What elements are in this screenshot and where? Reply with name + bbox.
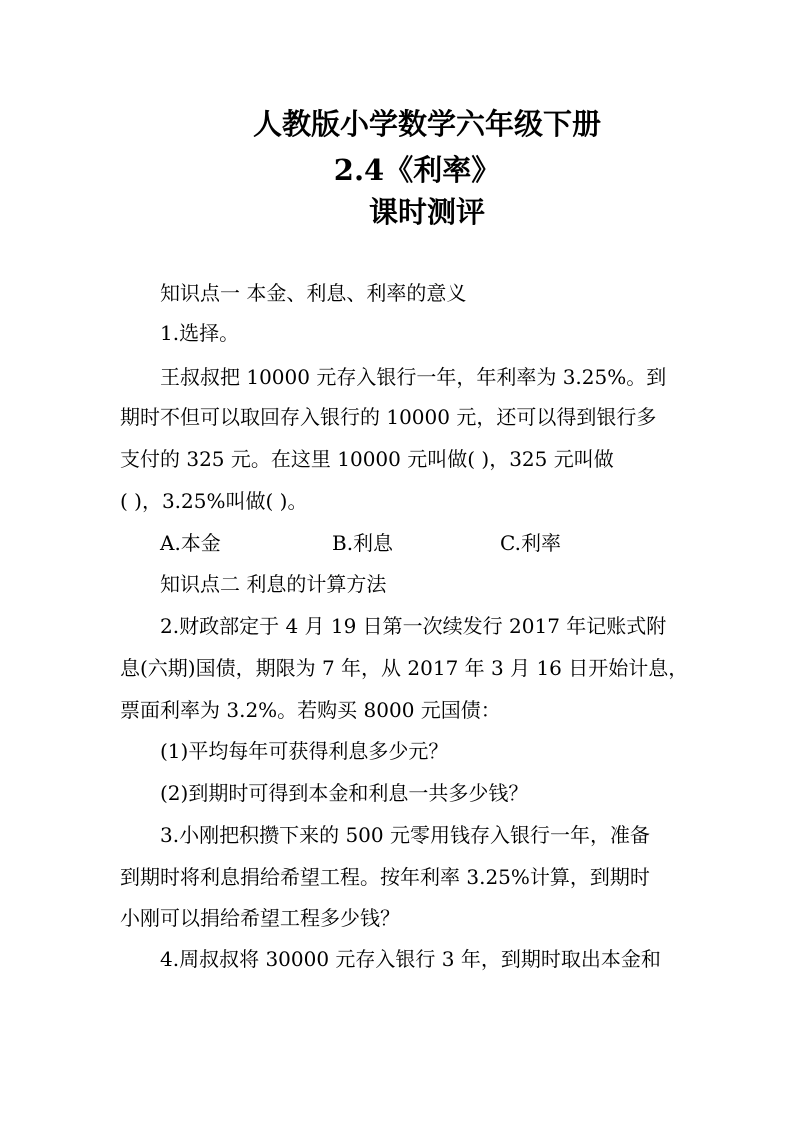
question1-text-line: 支付的 325 元。在这里 10000 元叫做( )，325 元叫做 [120, 447, 614, 471]
question1-text-line: ( )，3.25%叫做( )。 [120, 489, 308, 513]
question3-text-line: 到期时将利息捐给希望工程。按年利率 3.25%计算，到期时 [120, 865, 650, 889]
question2-text-line: 票面利率为 3.2%。若购买 8000 元国债： [120, 698, 501, 722]
question3-text-line: 小刚可以捐给希望工程多少钱？ [120, 906, 400, 930]
question2-sub-item: (2)到期时可得到本金和利息一共多少钱？ [160, 781, 529, 805]
question1-label: 1.选择。 [160, 321, 240, 345]
question2-text-line: 息(六期)国债，期限为 7 年，从 2017 年 3 月 16 日开始计息， [120, 656, 689, 680]
section1-heading: 知识点一 本金、利息、利率的意义 [160, 281, 467, 305]
document-title: 人教版小学数学六年级下册 [252, 107, 601, 141]
question2-sub-item: (1)平均每年可获得利息多少元？ [160, 739, 449, 763]
question1-text-line: 期时不但可以取回存入银行的 10000 元，还可以得到银行多 [120, 405, 657, 429]
option-b: B.利息 [332, 531, 394, 555]
option-a: A.本金 [160, 531, 221, 555]
question3-text-line: 3.小刚把积攒下来的 500 元零用钱存入银行一年，准备 [160, 823, 650, 847]
section2-heading: 知识点二 利息的计算方法 [160, 572, 387, 596]
question2-text-line: 2.财政部定于 4 月 19 日第一次续发行 2017 年记账式附 [160, 614, 667, 638]
lesson-subtitle: 课时测评 [368, 195, 485, 229]
option-c: C.利率 [500, 531, 561, 555]
question4-text-line: 4.周叔叔将 30000 元存入银行 3 年，到期时取出本金和 [160, 947, 661, 971]
question1-text-line: 王叔叔把 10000 元存入银行一年，年利率为 3.25%。到 [160, 365, 667, 389]
lesson-title: 2.4《利率》 [333, 153, 501, 187]
